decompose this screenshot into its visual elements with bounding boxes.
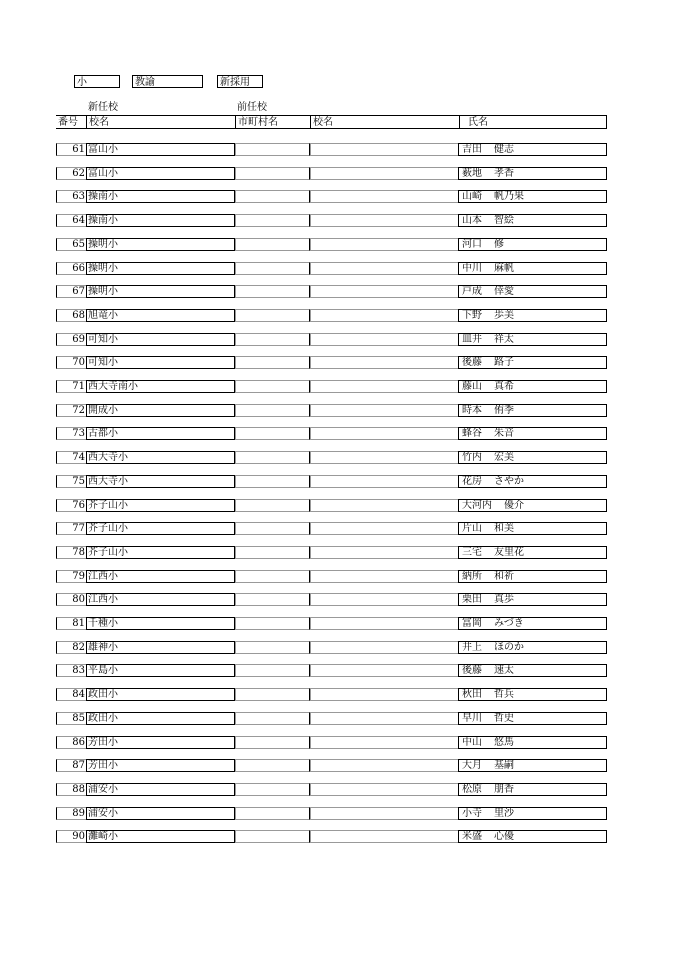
municipality-cell (235, 214, 310, 227)
table-row (56, 830, 607, 843)
given-name: 哲史 (494, 712, 514, 724)
surname: 山本 (462, 215, 482, 227)
full-name (458, 214, 607, 227)
full-name (458, 333, 607, 346)
full-name (458, 356, 607, 369)
row-number: 62 (56, 167, 86, 180)
given-name: 健志 (494, 144, 514, 155)
given-name: 基嗣 (494, 760, 514, 772)
municipality-cell (235, 475, 310, 488)
row-number: 75 (56, 475, 86, 488)
level-field: 小 (74, 75, 120, 88)
surname: 米盛 (462, 831, 482, 843)
full-name (458, 783, 607, 796)
surname: 栗田 (462, 594, 482, 606)
previous-school-cell (310, 238, 458, 251)
new-school-name: 灘崎小 (86, 830, 235, 843)
municipality-cell (235, 617, 310, 630)
surname: 秋田 (462, 689, 482, 701)
previous-school-cell (310, 190, 458, 203)
given-name: 悠馬 (494, 736, 514, 748)
previous-school-cell (310, 617, 458, 630)
surname: 後藤 (462, 357, 482, 369)
previous-school-cell (310, 736, 458, 749)
new-school-name: 操明小 (86, 262, 235, 275)
header-number: 番号 (56, 115, 86, 128)
row-number: 74 (56, 451, 86, 464)
given-name: 和祈 (494, 570, 514, 582)
new-school-name: 芳田小 (86, 736, 235, 749)
municipality-cell (235, 262, 310, 275)
previous-school-cell (310, 759, 458, 772)
table-row (56, 641, 607, 654)
row-number: 76 (56, 499, 86, 512)
full-name (458, 830, 607, 843)
new-school-section-label: 新任校 (88, 102, 118, 113)
previous-school-cell (310, 356, 458, 369)
previous-school-cell (310, 783, 458, 796)
previous-school-cell (310, 712, 458, 725)
previous-school-cell (310, 333, 458, 346)
given-name: 里沙 (494, 807, 514, 819)
previous-school-cell (310, 807, 458, 820)
table-row (56, 262, 607, 275)
previous-school-cell (310, 380, 458, 393)
given-name: 朱音 (494, 428, 514, 440)
municipality-cell (235, 190, 310, 203)
previous-school-cell (310, 475, 458, 488)
full-name (458, 546, 607, 559)
table-row (56, 404, 607, 417)
table-row (56, 380, 607, 393)
given-name: 和美 (494, 523, 514, 535)
previous-school-cell (310, 664, 458, 677)
full-name (458, 404, 607, 417)
table-row (56, 427, 607, 440)
new-school-name: 西大寺小 (86, 475, 235, 488)
new-school-name: 可知小 (86, 356, 235, 369)
full-name (458, 238, 607, 251)
given-name: 朋香 (494, 783, 514, 795)
row-number: 81 (56, 617, 86, 630)
row-number: 69 (56, 333, 86, 346)
municipality-cell (235, 309, 310, 322)
surname: 薮地 (462, 167, 482, 179)
given-name: 真歩 (494, 594, 514, 606)
municipality-cell (235, 664, 310, 677)
row-number: 83 (56, 664, 86, 677)
header-full-name: 氏名 (459, 115, 607, 128)
surname: 下野 (462, 309, 482, 321)
row-number: 88 (56, 783, 86, 796)
row-number: 63 (56, 190, 86, 203)
table-row (56, 688, 607, 701)
given-name: 帆乃果 (494, 191, 524, 203)
surname: 三宅 (462, 546, 482, 558)
new-school-name: 旭竜小 (86, 309, 235, 322)
new-school-name: 芥子山小 (86, 546, 235, 559)
full-name (458, 262, 607, 275)
surname: 中山 (462, 736, 482, 748)
table-row (56, 238, 607, 251)
full-name (458, 285, 607, 298)
row-number: 67 (56, 285, 86, 298)
new-school-name: 政田小 (86, 712, 235, 725)
new-school-name: 操南小 (86, 190, 235, 203)
table-row (56, 309, 607, 322)
new-school-name: 富山小 (86, 143, 235, 156)
municipality-cell (235, 238, 310, 251)
new-school-name: 江西小 (86, 593, 235, 606)
surname: 大月 (462, 760, 482, 772)
table-row (56, 807, 607, 820)
row-number: 86 (56, 736, 86, 749)
new-school-name: 江西小 (86, 570, 235, 583)
table-row (56, 333, 607, 346)
full-name (458, 807, 607, 820)
row-number: 80 (56, 593, 86, 606)
municipality-cell (235, 759, 310, 772)
full-name (458, 593, 607, 606)
new-school-name: 千種小 (86, 617, 235, 630)
municipality-cell (235, 499, 310, 512)
given-name: 麻帆 (494, 262, 514, 274)
full-name (458, 309, 607, 322)
given-name: みづき (494, 618, 524, 629)
surname: 吉田 (462, 144, 482, 155)
full-name (458, 570, 607, 583)
surname: 中川 (462, 262, 482, 274)
row-number: 82 (56, 641, 86, 654)
header-municipality: 市町村名 (235, 115, 310, 128)
header-new-school-name: 校名 (86, 115, 235, 128)
row-number: 71 (56, 380, 86, 393)
surname: 納所 (462, 570, 482, 582)
municipality-cell (235, 641, 310, 654)
row-number: 89 (56, 807, 86, 820)
previous-school-cell (310, 404, 458, 417)
table-row (56, 783, 607, 796)
position-field: 教諭 (132, 75, 203, 88)
table-row (56, 570, 607, 583)
row-number: 68 (56, 309, 86, 322)
previous-school-cell (310, 167, 458, 180)
municipality-cell (235, 143, 310, 156)
municipality-cell (235, 736, 310, 749)
previous-school-cell (310, 427, 458, 440)
table-row (56, 143, 607, 156)
table-row (56, 593, 607, 606)
previous-school-cell (310, 451, 458, 464)
table-row (56, 759, 607, 772)
row-number: 64 (56, 214, 86, 227)
full-name (458, 617, 607, 630)
previous-school-cell (310, 214, 458, 227)
full-name (458, 759, 607, 772)
table-row (56, 712, 607, 725)
full-name (458, 451, 607, 464)
surname: 山崎 (462, 191, 482, 203)
given-name: 修 (494, 238, 504, 250)
municipality-cell (235, 404, 310, 417)
row-number: 77 (56, 522, 86, 535)
previous-school-cell (310, 641, 458, 654)
table-row (56, 546, 607, 559)
surname: 冨岡 (462, 618, 482, 629)
row-number: 70 (56, 356, 86, 369)
table-row (56, 499, 607, 512)
surname: 皿井 (462, 333, 482, 345)
surname: 後藤 (462, 665, 482, 677)
table-row (56, 285, 607, 298)
given-name: 路子 (494, 357, 514, 369)
municipality-cell (235, 807, 310, 820)
given-name: さやか (494, 475, 524, 487)
previous-school-cell (310, 285, 458, 298)
previous-school-cell (310, 522, 458, 535)
municipality-cell (235, 570, 310, 583)
table-row (56, 664, 607, 677)
given-name: 友里花 (494, 546, 524, 558)
full-name (458, 499, 607, 512)
row-number: 84 (56, 688, 86, 701)
municipality-cell (235, 333, 310, 346)
municipality-cell (235, 688, 310, 701)
previous-school-cell (310, 499, 458, 512)
municipality-cell (235, 830, 310, 843)
municipality-cell (235, 380, 310, 393)
table-row (56, 190, 607, 203)
municipality-cell (235, 427, 310, 440)
full-name (458, 190, 607, 203)
surname: 戸成 (462, 286, 482, 298)
surname: 藤山 (462, 381, 482, 392)
previous-school-cell (310, 593, 458, 606)
given-name: 心優 (494, 831, 514, 843)
new-school-name: 可知小 (86, 333, 235, 346)
new-school-name: 浦安小 (86, 807, 235, 820)
full-name (458, 167, 607, 180)
previous-school-cell (310, 688, 458, 701)
previous-school-cell (310, 830, 458, 843)
row-number: 85 (56, 712, 86, 725)
row-number: 79 (56, 570, 86, 583)
given-name: 優介 (504, 499, 524, 511)
full-name (458, 641, 607, 654)
surname: 早川 (462, 712, 482, 724)
new-school-name: 政田小 (86, 688, 235, 701)
municipality-cell (235, 712, 310, 725)
table-row (56, 356, 607, 369)
table-row (56, 475, 607, 488)
row-number: 72 (56, 404, 86, 417)
previous-school-cell (310, 546, 458, 559)
table-row (56, 167, 607, 180)
full-name (458, 522, 607, 535)
surname: 大河内 (462, 499, 492, 511)
full-name (458, 380, 607, 393)
row-number: 61 (56, 143, 86, 156)
surname: 小寺 (462, 807, 482, 819)
municipality-cell (235, 285, 310, 298)
new-school-name: 平島小 (86, 664, 235, 677)
municipality-cell (235, 593, 310, 606)
new-school-name: 西大寺南小 (86, 380, 235, 393)
previous-school-cell (310, 143, 458, 156)
surname: 花房 (462, 475, 482, 487)
table-row (56, 522, 607, 535)
new-school-name: 操明小 (86, 238, 235, 251)
row-number: 66 (56, 262, 86, 275)
table-row (56, 214, 607, 227)
full-name (458, 427, 607, 440)
new-school-name: 富山小 (86, 167, 235, 180)
given-name: 歩美 (494, 309, 514, 321)
row-number: 65 (56, 238, 86, 251)
surname: 時本 (462, 404, 482, 416)
new-school-name: 操南小 (86, 214, 235, 227)
full-name (458, 712, 607, 725)
header-previous-school-name: 校名 (310, 115, 459, 128)
municipality-cell (235, 356, 310, 369)
municipality-cell (235, 522, 310, 535)
full-name (458, 143, 607, 156)
surname: 蜂谷 (462, 428, 482, 440)
given-name: 倖愛 (494, 286, 514, 298)
full-name (458, 736, 607, 749)
table-row (56, 736, 607, 749)
given-name: 哲兵 (494, 689, 514, 701)
previous-school-section-label: 前任校 (237, 102, 267, 113)
municipality-cell (235, 167, 310, 180)
full-name (458, 688, 607, 701)
given-name: 宏美 (494, 452, 514, 464)
new-school-name: 芥子山小 (86, 522, 235, 535)
new-school-name: 浦安小 (86, 783, 235, 796)
surname: 片山 (462, 523, 482, 535)
given-name: ほのか (494, 641, 524, 653)
previous-school-cell (310, 262, 458, 275)
new-school-name: 西大寺小 (86, 451, 235, 464)
category-field: 新採用 (217, 75, 263, 88)
full-name (458, 664, 607, 677)
table-row (56, 451, 607, 464)
table-header (56, 115, 607, 129)
row-number: 87 (56, 759, 86, 772)
given-name: 真希 (494, 381, 514, 392)
municipality-cell (235, 546, 310, 559)
surname: 松原 (462, 783, 482, 795)
municipality-cell (235, 451, 310, 464)
row-number: 78 (56, 546, 86, 559)
table-row (56, 617, 607, 630)
previous-school-cell (310, 309, 458, 322)
surname: 河口 (462, 238, 482, 250)
given-name: 祥太 (494, 333, 514, 345)
previous-school-cell (310, 570, 458, 583)
given-name: 智絵 (494, 215, 514, 227)
full-name (458, 475, 607, 488)
new-school-name: 操明小 (86, 285, 235, 298)
new-school-name: 雄神小 (86, 641, 235, 654)
new-school-name: 芳田小 (86, 759, 235, 772)
row-number: 90 (56, 830, 86, 843)
row-number: 73 (56, 427, 86, 440)
new-school-name: 古都小 (86, 427, 235, 440)
municipality-cell (235, 783, 310, 796)
given-name: 孝香 (494, 167, 514, 179)
given-name: 速太 (494, 665, 514, 677)
surname: 竹内 (462, 452, 482, 464)
surname: 井上 (462, 641, 482, 653)
new-school-name: 開成小 (86, 404, 235, 417)
new-school-name: 芥子山小 (86, 499, 235, 512)
given-name: 侑季 (494, 404, 514, 416)
